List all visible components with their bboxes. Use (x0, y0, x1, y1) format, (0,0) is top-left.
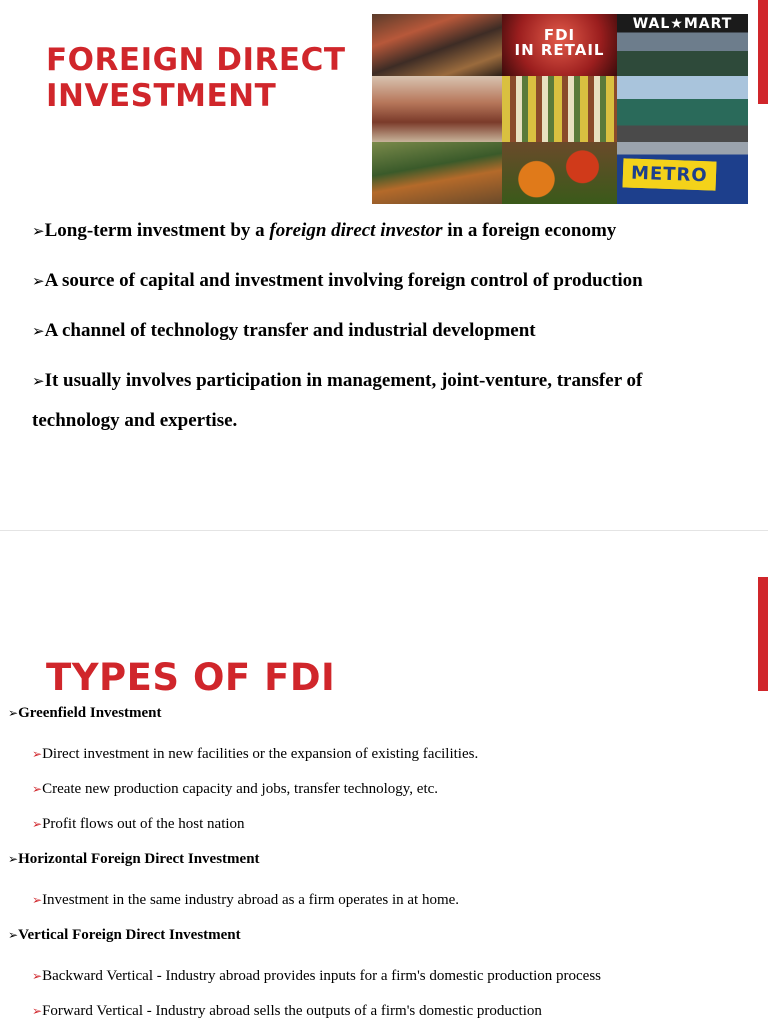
bullet-arrow-icon: ➢ (32, 969, 43, 983)
list-item: ➢Investment in the same industry abroad as a firm operates in at home. (32, 892, 460, 908)
accent-bar (758, 0, 768, 104)
bullet-arrow-icon: ➢ (8, 706, 19, 720)
bullet-item: ➢Long-term investment by a foreign direct investor in a foreign economy (32, 220, 617, 241)
list-item: ➢Direct investment in new facilities or the expansion of existing facilities. (32, 746, 479, 762)
slide-title: FOREIGN DIRECT INVESTMENT (46, 42, 346, 114)
bullet-arrow-icon: ➢ (32, 1004, 43, 1018)
market-photo (372, 14, 502, 76)
bullet-arrow-icon: ➢ (32, 817, 43, 831)
bullet-arrow-icon: ➢ (8, 928, 19, 942)
bullet-arrow-icon: ➢ (32, 372, 45, 390)
in-retail-label: IN RETAIL (514, 41, 605, 59)
accent-bar (758, 577, 768, 691)
list-item: ➢Profit flows out of the host nation (32, 816, 245, 832)
bullet-arrow-icon: ➢ (8, 852, 19, 866)
list-item: ➢Create new production capacity and jobs, transfer technology, etc. (32, 781, 439, 797)
list-item: ➢Backward Vertical - Industry abroad provides inputs for a firm's domestic production process (32, 968, 602, 984)
bullet-list (32, 211, 722, 450)
bullet-item: ➢A source of capital and investment involving foreign control of production (32, 270, 643, 291)
fdi-in-retail-photo (502, 14, 617, 76)
bullet-item: ➢It usually involves participation in management, joint-venture, transfer of technology and expertise. (32, 370, 643, 431)
bullet-arrow-icon: ➢ (32, 272, 45, 290)
bullet-arrow-icon: ➢ (32, 782, 43, 796)
slide-title: TYPES OF FDI (46, 656, 336, 699)
fdi-types-list (8, 703, 748, 1021)
type-heading-vertical: ➢Vertical Foreign Direct Investment (8, 927, 241, 943)
list-item: ➢Forward Vertical - Industry abroad sells the outputs of a firm's domestic production (32, 1003, 542, 1019)
metro-store-photo (617, 142, 748, 204)
bullet-arrow-icon: ➢ (32, 322, 45, 340)
italic-term: foreign direct investor (269, 220, 443, 241)
type-heading-greenfield: ➢Greenfield Investment (8, 705, 162, 721)
vegetable-market-photo (372, 142, 502, 204)
bullet-arrow-icon: ➢ (32, 893, 43, 907)
fdi-retail-collage (372, 14, 748, 204)
bullet-arrow-icon: ➢ (32, 747, 43, 761)
metro-sign: METRO (623, 158, 717, 190)
fdi-label: FDI (543, 26, 576, 44)
slide-types-of-fdi (0, 531, 768, 1025)
street-shoppers-photo (372, 76, 502, 142)
walmart-sign: WAL★MART (632, 16, 733, 32)
fruit-stall-photo (502, 142, 617, 204)
type-heading-horizontal: ➢Horizontal Foreign Direct Investment (8, 851, 260, 867)
mall-building-photo (617, 76, 748, 142)
bullet-arrow-icon: ➢ (32, 222, 45, 240)
supermarket-aisle-photo (502, 76, 617, 142)
bullet-item: ➢A channel of technology transfer and industrial development (32, 320, 536, 341)
walmart-photo (617, 14, 748, 76)
